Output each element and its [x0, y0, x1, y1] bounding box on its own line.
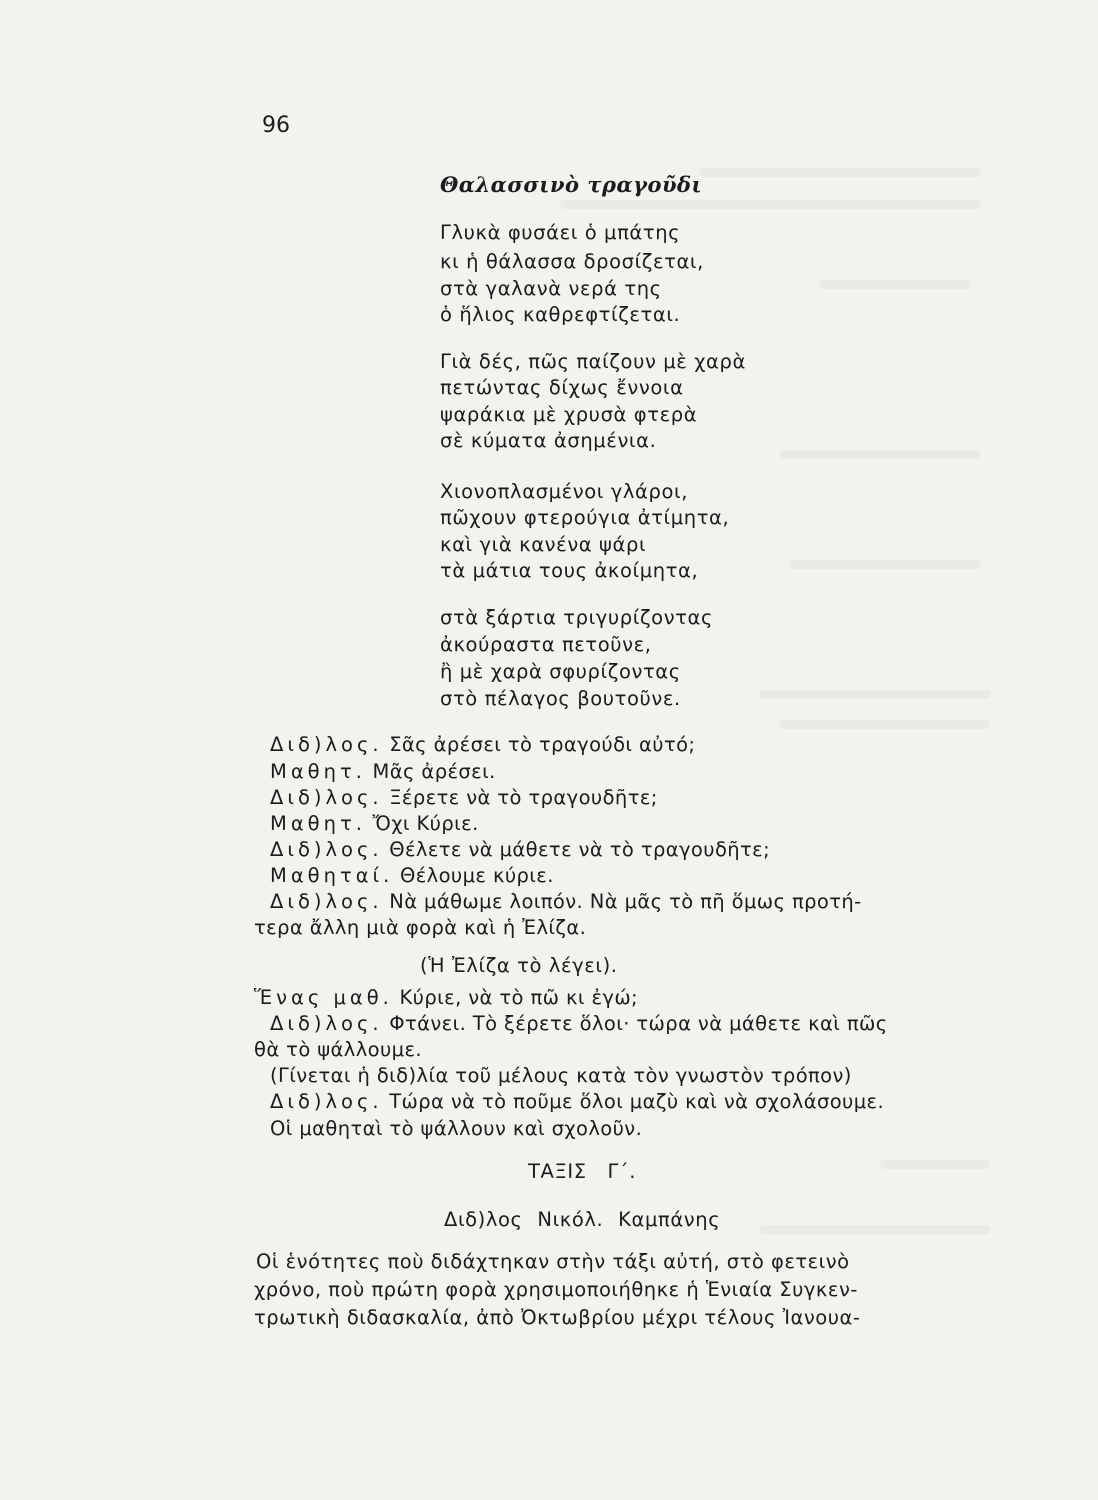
verse-line: Γιὰ δές, πῶς παίζουν μὲ χαρὰ: [440, 350, 746, 373]
verse-line: ὁ ἥλιος καθρεφτίζεται.: [440, 303, 681, 326]
utterance: Θέλετε νὰ μάθετε νὰ τὸ τραγουδῆτε;: [389, 838, 771, 861]
dialogue-line: [270, 1012, 888, 1035]
dialogue-line: [254, 1038, 422, 1061]
paragraph-line: χρόνο, ποὺ πρώτη φορὰ χρησιμοποιήθηκε ἡ Ἑνιαία Συγκεν-: [254, 1278, 858, 1301]
dialogue-line: [270, 1117, 642, 1140]
utterance: Μᾶς ἀρέσει.: [372, 760, 496, 783]
paragraph-line: τρωτικὴ διδασκαλία, ἀπὸ Ὀκτωβρίου μέχρι τέλους Ἰανουα-: [254, 1306, 861, 1329]
stage-direction: (Γίνεται ἡ διδ)λία τοῦ μέλους κατὰ τὸν γνωστὸν τρόπον): [270, 1064, 852, 1087]
utterance: Οἱ μαθηταὶ τὸ ψάλλουν καὶ σχολοῦν.: [270, 1117, 643, 1140]
speaker: Μαθητ.: [270, 812, 366, 835]
speaker: Διδ)λος.: [270, 786, 383, 809]
verse-line: καὶ γιὰ κανένα ψάρι: [440, 533, 647, 556]
utterance: Σᾶς ἀρέσει τὸ τραγούδι αὐτό;: [389, 733, 696, 756]
verse-line: σὲ κύματα ἀσημένια.: [440, 429, 657, 452]
utterance: Ὄχι Κύριε.: [372, 812, 479, 835]
dialogue-line: [270, 733, 695, 756]
teacher-name: Διδ)λος Νικόλ. Καμπάνης: [444, 1208, 721, 1231]
paragraph-line: Οἱ ἑνότητες ποὺ διδάχτηκαν στὴν τάξι αὐτή, στὸ φετεινὸ: [256, 1250, 850, 1273]
dialogue-line: [254, 916, 586, 939]
utterance: τερα ἄλλη μιὰ φορὰ καὶ ἡ Ἐλίζα.: [254, 916, 587, 939]
dialogue-line: [270, 890, 862, 913]
verse-line: πῶχουν φτερούγια ἀτίμητα,: [440, 506, 730, 529]
dialogue-line: [270, 1090, 884, 1113]
section-heading: ΤΑΞΙΣ Γ΄.: [528, 1160, 637, 1183]
dialogue-line: [270, 864, 554, 887]
utterance: Θέλουμε κύριε.: [399, 864, 554, 887]
utterance: Νὰ μάθωμε λοιπόν. Νὰ μᾶς τὸ πῆ ὅμως προτή-: [389, 890, 862, 913]
verse-line: τὰ μάτια τους ἀκοίμητα,: [440, 559, 699, 582]
speaker: Μαθητ.: [270, 760, 366, 783]
utterance: Ξέρετε νὰ τὸ τραγουδῆτε;: [389, 786, 658, 809]
song-title: Θαλασσινὸ τραγοῦδι: [440, 172, 703, 197]
verse-line: πετώντας δίχως ἔννοια: [440, 376, 684, 399]
speaker: Μαθηταί.: [270, 864, 394, 887]
dialogue-line: [270, 760, 496, 783]
speaker: Ἕνας μαθ.: [254, 986, 393, 1009]
speaker: Διδ)λος.: [270, 1012, 383, 1035]
speaker: Διδ)λος.: [270, 838, 383, 861]
verse-line: ἀκούραστα πετοῦνε,: [440, 633, 652, 656]
verse-line: στὸ πέλαγος βουτοῦνε.: [440, 687, 681, 710]
dialogue-line: [270, 838, 770, 861]
page-number: 96: [262, 113, 290, 138]
verse-line: κι ἡ θάλασσα δροσίζεται,: [440, 250, 704, 273]
verse-line: στὰ γαλανὰ νερά της: [440, 277, 662, 300]
speaker: Διδ)λος.: [270, 890, 383, 913]
utterance: Τώρα νὰ τὸ ποῦμε ὅλοι μαζὺ καὶ νὰ σχολάσουμε.: [389, 1090, 885, 1113]
speaker: Διδ)λος.: [270, 733, 383, 756]
dialogue-line: [270, 812, 479, 835]
dialogue-line: [270, 786, 658, 809]
stage-direction: (Ἡ Ἐλίζα τὸ λέγει).: [420, 954, 618, 977]
verse-line: ἢ μὲ χαρὰ σφυρίζοντας: [440, 660, 681, 683]
verse-line: ψαράκια μὲ χρυσὰ φτερὰ: [440, 403, 698, 426]
verse-line: Γλυκὰ φυσάει ὁ μπάτης: [440, 221, 681, 244]
verse-line: στὰ ξάρτια τριγυρίζοντας: [440, 606, 714, 629]
utterance: Κύριε, νὰ τὸ πῶ κι ἐγώ;: [399, 986, 639, 1009]
verse-line: Χιονοπλασμένοι γλάροι,: [440, 480, 689, 503]
speaker: Διδ)λος.: [270, 1090, 383, 1113]
utterance: θὰ τὸ ψάλλουμε.: [254, 1038, 423, 1061]
utterance: Φτάνει. Τὸ ξέρετε ὅλοι· τώρα νὰ μάθετε καὶ πῶς: [389, 1012, 888, 1035]
dialogue-line: [254, 986, 638, 1009]
